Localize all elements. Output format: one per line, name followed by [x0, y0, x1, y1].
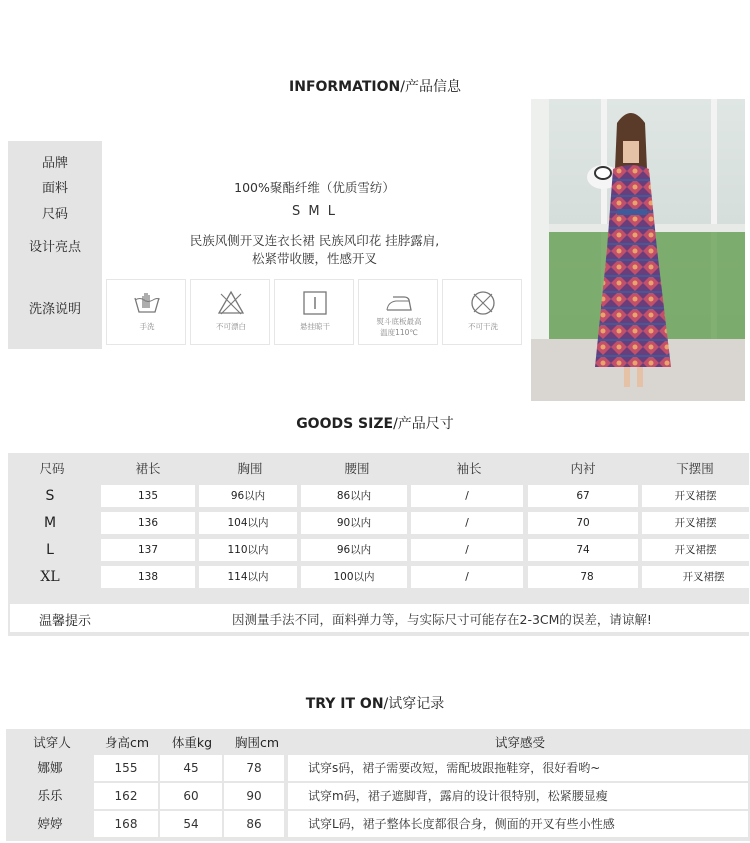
size-row-label: M: [43, 515, 57, 531]
try-row-weight: 54: [160, 811, 222, 837]
size-row-label: L: [46, 542, 54, 558]
size-header-size: 尺码: [39, 461, 65, 476]
try-row-name: 乐乐: [37, 788, 63, 803]
size-cell-bust: 110以内: [199, 539, 297, 561]
try-header-height: 身高cm: [104, 735, 150, 750]
no-dry-clean-icon: [468, 288, 498, 318]
size-header-length: 裙长: [135, 461, 161, 476]
goods-size-title-cn: /产品尺寸: [393, 416, 454, 432]
information-title-cn: /产品信息: [400, 79, 461, 95]
note-text: 因测量手法不同，面料弹力等，与实际尺寸可能存在2-3CM的误差，请谅解!: [232, 612, 652, 627]
try-row-bust: 78: [224, 755, 284, 781]
try-row-bust: 86: [224, 811, 284, 837]
try-header-name: 试穿人: [33, 735, 71, 750]
size-cell-waist: 90以内: [301, 512, 407, 534]
try-row-height: 155: [94, 755, 158, 781]
wash-item-iron: [358, 279, 438, 345]
size-value: S M L: [292, 204, 337, 219]
wash-item-no-bleach: [190, 279, 270, 345]
goods-size-title: [0, 413, 750, 433]
wash-label-iron-2: 温度110℃: [380, 328, 418, 337]
wash-label-hand: 手洗: [139, 322, 155, 331]
note-label: 温馨提示: [38, 614, 91, 629]
try-it-on-title: [0, 693, 750, 713]
try-row-height: 168: [94, 811, 158, 837]
size-cell-length: 137: [101, 539, 195, 561]
size-cell-waist: 86以内: [301, 485, 407, 507]
try-row-feel: 试穿L码，裙子整体长度都很合身，侧面的开叉有些小性感: [288, 811, 748, 837]
wash-label-iron-1: 熨斗底板最高: [376, 317, 422, 326]
iron-icon: [384, 288, 414, 318]
try-row-name: 娜娜: [37, 760, 63, 775]
size-cell-length: 135: [101, 485, 195, 507]
goods-size-title-en: GOODS SIZE: [296, 416, 394, 432]
label-design: 设计亮点: [28, 240, 81, 255]
information-title: [0, 76, 750, 96]
try-row-feel: 试穿s码，裙子需要改短，需配坡跟拖鞋穿，很好看哟~: [288, 755, 748, 781]
size-cell-length: 136: [101, 512, 195, 534]
hang-dry-icon: [300, 288, 330, 318]
product-photo: [531, 99, 745, 401]
label-size: 尺码: [41, 207, 68, 222]
size-cell-hem: 开叉裙摆: [642, 512, 749, 534]
label-fabric: 面料: [41, 181, 68, 196]
wash-item-no-dry-clean: [442, 279, 522, 345]
wash-label-no-bleach: 不可漂白: [216, 322, 246, 331]
size-header-waist: 腰围: [344, 461, 370, 476]
size-cell-hem: 开叉裙摆: [642, 485, 749, 507]
wash-item-hand: [106, 279, 186, 345]
try-row-feel: 试穿m码，裙子遮脚背，露肩的设计很特别，松紧腰显瘦: [288, 783, 748, 809]
hand-wash-icon: [132, 288, 162, 318]
size-cell-sleeve: /: [411, 512, 523, 534]
try-it-on-title-en: TRY IT ON: [305, 696, 384, 712]
design-value-line2: 松紧带收腰，性感开叉: [251, 251, 377, 266]
info-label-column: [8, 141, 102, 349]
fabric-value: 100%聚酯纤维（优质雪纺）: [234, 180, 395, 195]
size-cell-lining: 67: [528, 485, 638, 507]
size-cell-bust: 114以内: [199, 566, 297, 588]
size-cell-lining: 70: [528, 512, 638, 534]
size-cell-hem: 开叉裙摆: [642, 539, 749, 561]
try-header-bust: 胸围cm: [234, 735, 280, 750]
size-row-label: S: [45, 488, 55, 504]
size-cell-bust: 96以内: [199, 485, 297, 507]
size-cell-length: 138: [101, 566, 195, 588]
no-bleach-icon: [216, 288, 246, 318]
size-cell-hem: 开叉裙摆: [642, 566, 749, 588]
information-title-en: INFORMATION: [289, 79, 401, 95]
label-wash: 洗涤说明: [28, 302, 81, 317]
try-row-weight: 45: [160, 755, 222, 781]
label-brand: 品牌: [41, 156, 68, 171]
size-cell-sleeve: /: [411, 485, 523, 507]
wash-instructions: [106, 279, 527, 345]
try-header-weight: 体重kg: [171, 735, 213, 750]
size-cell-sleeve: /: [411, 539, 523, 561]
try-it-on-title-cn: /试穿记录: [383, 696, 445, 712]
wash-item-hang-dry: [274, 279, 354, 345]
size-header-hem: 下摆围: [676, 461, 714, 476]
try-row-name: 婷婷: [37, 816, 63, 831]
size-row-label: XL: [40, 569, 60, 585]
size-cell-lining: 74: [528, 539, 638, 561]
try-row-height: 162: [94, 783, 158, 809]
size-header-sleeve: 袖长: [456, 461, 482, 476]
size-cell-lining: 78: [528, 566, 638, 588]
size-cell-sleeve: /: [411, 566, 523, 588]
wash-label-hang-dry: 悬挂晾干: [300, 322, 330, 331]
size-header-bust: 胸围: [237, 461, 263, 476]
try-row-bust: 90: [224, 783, 284, 809]
size-cell-bust: 104以内: [199, 512, 297, 534]
wash-label-no-dry-clean: 不可干洗: [468, 322, 498, 331]
size-cell-waist: 100以内: [301, 566, 407, 588]
try-row-weight: 60: [160, 783, 222, 809]
design-value-line1: 民族风侧开叉连衣长裙 民族风印花 挂脖露肩,: [189, 233, 440, 248]
size-cell-waist: 96以内: [301, 539, 407, 561]
try-header-feel: 试穿感受: [494, 735, 545, 750]
size-header-lining: 内衬: [570, 461, 596, 476]
size-note: [10, 604, 749, 632]
